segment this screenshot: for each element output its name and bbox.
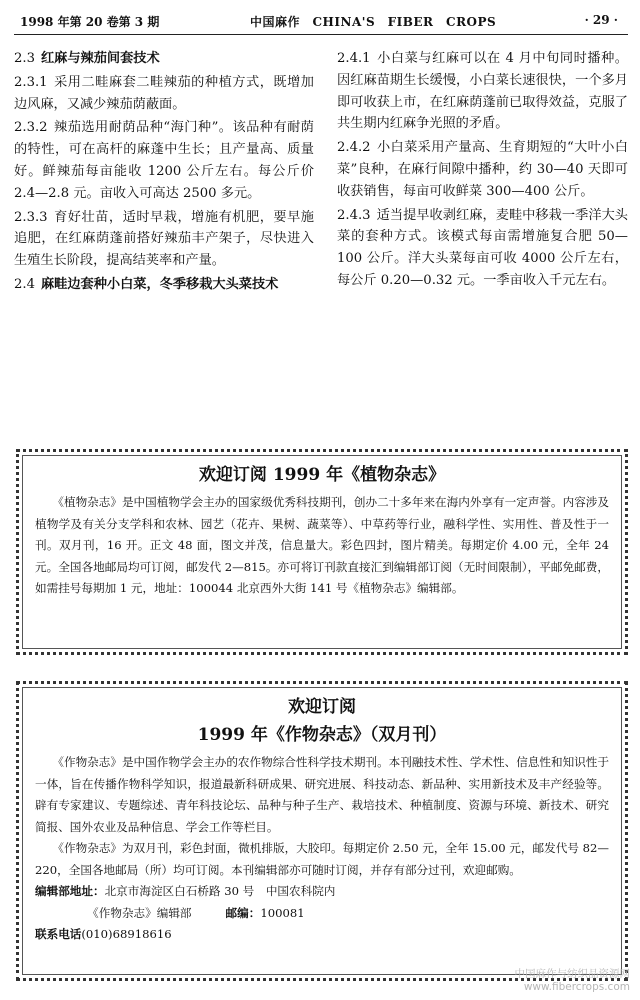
subscription-ad-crops-journal (16, 681, 628, 981)
section-heading: 2.3 红麻与辣茄间套技术 (14, 51, 160, 66)
ad-dept-postcode: 《作物杂志》编辑部 邮编：100081 (92, 905, 305, 920)
paragraph: 2.3.2 辣茄选用耐荫品种“海门种”。该品种有耐荫的特性，可在高杆的麻蓬中生长；且产量高、质量好。鲜辣茄每亩能收 1200 公斤左右。每公斤价 2.4—2.8 元。亩收入可高达 2500 多元。 (14, 120, 314, 201)
paragraph: 2.4.1 小白菜与红麻可以在 4 月中旬同时播种。因红麻苗期生长缓慢，小白菜长速很快，一个多月即可收获上市，在红麻荫蓬前已取得效益，克服了共生期内红麻争光照的矛盾。 (337, 51, 628, 132)
ad-title: 欢迎订阅 1999 年《植物杂志》 (198, 465, 446, 485)
right-column (337, 48, 628, 294)
journal-issue: 1998 年第 20 卷第 3 期 (20, 15, 160, 29)
ad-subtitle: 1999 年《作物杂志》（双月刊） (197, 725, 447, 745)
page-number: · 29 · (584, 13, 618, 27)
subscription-ad-plant-journal (16, 449, 628, 655)
ad-title: 欢迎订阅 (288, 697, 356, 717)
page-header (14, 8, 628, 35)
ad-phone: 联系电话(010)68918616 (35, 927, 172, 941)
paragraph: 2.3.1 采用二畦麻套二畦辣茄的种植方式，既增加边风麻，又减少辣茄荫蔽面。 (14, 74, 314, 112)
ad-body: 《作物杂志》为双月刊，彩色封面，微机排版，大胶印。每期定价 2.50 元，全年 15.00 元，邮发代号 82—220，全国各地邮局（所）均可订阅。本刊编辑部亦可随时订阅，并存有部分过刊，欢迎邮购。 (35, 841, 609, 877)
paragraph: 2.4.2 小白菜采用产量高、生育期短的“大叶小白菜”良种，在麻行间隙中播种，约 30—40 天即可收获销售，每亩可收鲜菜 300—400 公斤。 (337, 140, 628, 199)
paragraph: 2.4.3 适当提早收剥红麻，麦畦中移栽一季洋大头菜的套种方式。该模式每亩需增施复合肥 50—100 公斤。洋大头菜每亩可收 4000 公斤左右，每公斤 0.20—0.32 元。一季亩收入千元左右。 (337, 207, 628, 288)
ad-body: 《植物杂志》是中国植物学会主办的国家级优秀科技期刊，创办二十多年来在海内外享有一定声誉。内容涉及植物学及有关分支学科和农林、园艺（花卉、果树、蔬菜等）、中草药等行业，融科学性、实用性、普及性于一刊。双月刊，16 开。正文 48 面，图文并茂，信息量大。彩色四封，图片精美。每期定价 4.00 元，全年 24 元。全国各地邮局均可订阅，邮发代 2—815。亦可将订刊款直接汇到编辑部订阅（无时间限制），平邮免邮费，如需挂号每期加 1 元，地址：100044 北京西外大街 141 号《植物杂志》编辑部。 (35, 495, 609, 595)
journal-name: 中国麻作 CHINA'S FIBER CROPS (250, 15, 497, 29)
ad-body: 《作物杂志》是中国作物学会主办的农作物综合性科学技术期刊。本刊融技术性、学术性、信息性和知识性于一体，旨在传播作物科学知识，报道最新科研成果、研究进展、科技动态、新品种、实用新技术及丰产经验等。辟有专家建议、专题综述、青年科技论坛、品种与种子生产、栽培技术、种植制度、资源与环境、新技术、研究简报、国外农业及品种信息、学会工作等栏目。 (35, 755, 609, 834)
site-watermark: 中国麻作与纺织品资源网 www.fibercrops.com (514, 968, 630, 993)
paragraph: 2.3.3 育好壮苗，适时早栽，增施有机肥，要早施追肥，在红麻荫蓬前搭好辣茄丰产架子，尽快进入生殖生长阶段，提高结荚率和产量。 (14, 209, 314, 269)
left-column (14, 48, 314, 298)
section-heading: 2.4 麻畦边套种小白菜，冬季移栽大头菜技术 (14, 276, 279, 292)
ad-address: 编辑部地址：北京市海淀区白石桥路 30 号 中国农科院内 (35, 884, 336, 898)
